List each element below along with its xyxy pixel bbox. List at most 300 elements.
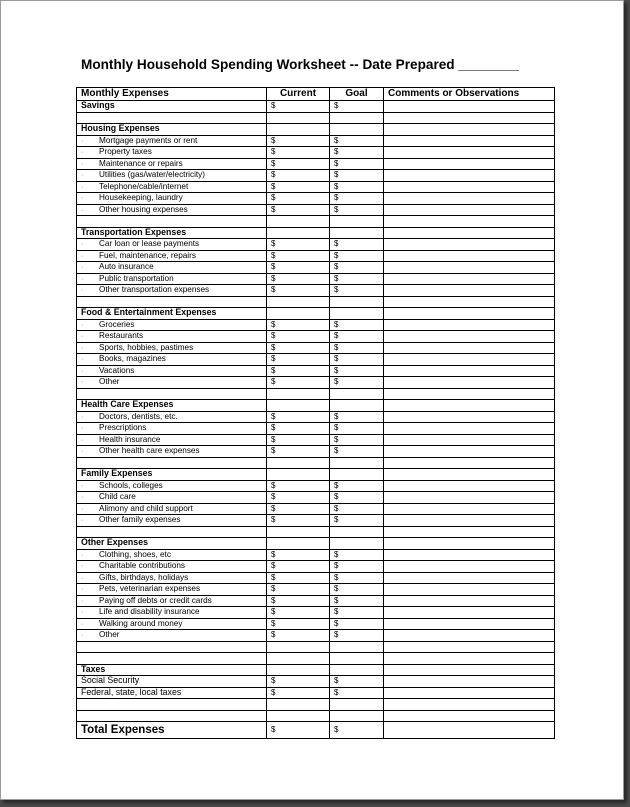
- comments-cell[interactable]: [384, 503, 555, 515]
- blank-cell[interactable]: [330, 308, 384, 320]
- line-item-text: Charitable contributions: [99, 561, 186, 570]
- line-item-text: Gifts, birthdays, holidays: [99, 572, 189, 582]
- current-amount-cell[interactable]: [267, 181, 330, 193]
- currency-symbol: $: [334, 250, 339, 260]
- current-amount-cell[interactable]: [267, 676, 330, 688]
- line-item-text: Schools, colleges: [99, 480, 163, 490]
- blank-row: [77, 296, 555, 308]
- line-item-row: [77, 561, 555, 573]
- line-item-text: Utilities (gas/water/electricity): [99, 170, 206, 179]
- currency-symbol: $: [271, 549, 276, 559]
- currency-symbol: $: [271, 423, 276, 432]
- comments-cell[interactable]: [384, 101, 555, 113]
- goal-amount-cell[interactable]: [330, 595, 384, 607]
- line-item-text: Doctors, dentists, etc.: [99, 411, 178, 421]
- blank-cell[interactable]: [267, 457, 330, 469]
- blank-cell[interactable]: [384, 124, 555, 136]
- line-item-label: [77, 561, 267, 573]
- comments-cell[interactable]: [384, 204, 555, 216]
- line-item-row: [77, 446, 555, 458]
- goal-amount-cell[interactable]: [330, 285, 384, 297]
- comments-cell[interactable]: [384, 584, 555, 596]
- bullet-icon: ·: [81, 149, 84, 156]
- goal-amount-cell[interactable]: [330, 503, 384, 515]
- blank-cell[interactable]: [384, 400, 555, 412]
- blank-row: [77, 699, 555, 711]
- currency-symbol: $: [334, 193, 339, 202]
- line-item-text: Life and disability insurance: [99, 607, 200, 616]
- current-amount-cell[interactable]: [267, 492, 330, 504]
- current-amount-cell[interactable]: [267, 561, 330, 573]
- blank-cell[interactable]: [267, 664, 330, 676]
- line-item-row: [77, 584, 555, 596]
- blank-cell[interactable]: [384, 296, 555, 308]
- line-item-row: [77, 480, 555, 492]
- comments-cell[interactable]: [384, 687, 555, 699]
- comments-cell[interactable]: [384, 434, 555, 446]
- current-amount-cell[interactable]: [267, 239, 330, 251]
- comments-cell[interactable]: [384, 411, 555, 423]
- currency-symbol: $: [334, 725, 339, 734]
- current-amount-cell[interactable]: [267, 262, 330, 274]
- section-title: Family Expenses: [77, 469, 267, 481]
- comments-cell[interactable]: [384, 630, 555, 642]
- blank-row: [77, 457, 555, 469]
- goal-amount-cell[interactable]: [330, 607, 384, 619]
- goal-amount-cell[interactable]: [330, 170, 384, 182]
- bullet-icon: ·: [81, 609, 84, 616]
- blank-cell[interactable]: [384, 388, 555, 400]
- line-item-text: Other: [99, 630, 120, 639]
- current-amount-cell[interactable]: [267, 584, 330, 596]
- goal-amount-cell[interactable]: [330, 354, 384, 366]
- line-item-row: [77, 193, 555, 205]
- blank-cell[interactable]: [384, 112, 555, 124]
- current-amount-cell[interactable]: [267, 101, 330, 113]
- blank-cell[interactable]: [77, 641, 267, 653]
- blank-cell[interactable]: [384, 641, 555, 653]
- goal-amount-cell[interactable]: [330, 446, 384, 458]
- line-item-row: [77, 262, 555, 274]
- blank-cell[interactable]: [267, 526, 330, 538]
- blank-cell[interactable]: [267, 641, 330, 653]
- currency-symbol: $: [271, 331, 276, 340]
- blank-cell[interactable]: [330, 124, 384, 136]
- blank-cell[interactable]: [267, 653, 330, 665]
- goal-amount-cell[interactable]: [330, 549, 384, 561]
- line-item-label: [77, 618, 267, 630]
- blank-cell[interactable]: [384, 526, 555, 538]
- blank-cell[interactable]: [77, 710, 267, 722]
- comments-cell[interactable]: [384, 492, 555, 504]
- blank-cell[interactable]: [330, 664, 384, 676]
- blank-cell[interactable]: [267, 112, 330, 124]
- comments-cell[interactable]: [384, 480, 555, 492]
- blank-cell[interactable]: [384, 216, 555, 228]
- spending-table: [76, 87, 555, 739]
- line-item-row: [77, 434, 555, 446]
- blank-cell[interactable]: [267, 124, 330, 136]
- current-amount-cell[interactable]: [267, 515, 330, 527]
- header-goal: Goal: [330, 88, 384, 101]
- currency-symbol: $: [271, 181, 276, 191]
- currency-symbol: $: [334, 561, 339, 570]
- current-amount-cell[interactable]: [267, 480, 330, 492]
- goal-amount-cell[interactable]: [330, 377, 384, 389]
- currency-symbol: $: [334, 549, 339, 559]
- goal-amount-cell[interactable]: [330, 135, 384, 147]
- comments-cell[interactable]: [384, 262, 555, 274]
- comments-cell[interactable]: [384, 147, 555, 159]
- line-item-text: Paying off debts or credit cards: [99, 595, 212, 605]
- currency-symbol: $: [334, 618, 339, 628]
- currency-symbol: $: [334, 365, 339, 375]
- goal-amount-cell[interactable]: [330, 676, 384, 688]
- blank-cell[interactable]: [267, 216, 330, 228]
- currency-symbol: $: [271, 687, 276, 697]
- goal-amount-cell[interactable]: [330, 480, 384, 492]
- comments-cell[interactable]: [384, 158, 555, 170]
- current-amount-cell[interactable]: [267, 285, 330, 297]
- line-item-label: [77, 411, 267, 423]
- line-item-text: Telephone/cable/internet: [99, 181, 189, 191]
- blank-cell[interactable]: [267, 710, 330, 722]
- comments-cell[interactable]: [384, 193, 555, 205]
- currency-symbol: $: [271, 147, 276, 156]
- comments-cell[interactable]: [384, 354, 555, 366]
- currency-symbol: $: [334, 170, 339, 179]
- current-amount-cell[interactable]: [267, 446, 330, 458]
- goal-amount-cell[interactable]: [330, 411, 384, 423]
- current-amount-cell[interactable]: [267, 193, 330, 205]
- line-item-row: [77, 676, 555, 688]
- line-item-label: [77, 423, 267, 435]
- line-item-row: [77, 572, 555, 584]
- blank-cell[interactable]: [77, 526, 267, 538]
- bullet-icon: ·: [81, 597, 84, 605]
- blank-cell[interactable]: [330, 227, 384, 239]
- current-amount-cell[interactable]: [267, 607, 330, 619]
- blank-cell[interactable]: [330, 457, 384, 469]
- goal-amount-cell[interactable]: [330, 193, 384, 205]
- currency-symbol: $: [271, 411, 276, 421]
- comments-cell[interactable]: [384, 572, 555, 584]
- goal-amount-cell[interactable]: [330, 561, 384, 573]
- line-item-text: Health insurance: [99, 434, 161, 444]
- comments-cell[interactable]: [384, 377, 555, 389]
- bullet-icon: ·: [81, 586, 84, 593]
- current-amount-cell[interactable]: [267, 319, 330, 331]
- line-item-label: [77, 434, 267, 446]
- goal-amount-cell[interactable]: [330, 250, 384, 262]
- blank-cell[interactable]: [267, 227, 330, 239]
- currency-symbol: $: [334, 607, 339, 616]
- currency-symbol: $: [271, 101, 276, 110]
- page-title: Monthly Household Spending Worksheet -- Date Prepared ________: [81, 57, 519, 72]
- bullet-icon: ·: [81, 574, 84, 582]
- bullet-icon: ·: [81, 160, 84, 168]
- blank-cell[interactable]: [330, 112, 384, 124]
- bullet-icon: ·: [81, 252, 84, 260]
- blank-cell[interactable]: [267, 538, 330, 550]
- currency-symbol: $: [271, 595, 276, 605]
- blank-cell[interactable]: [384, 227, 555, 239]
- currency-symbol: $: [271, 561, 276, 570]
- blank-cell[interactable]: [267, 388, 330, 400]
- blank-cell[interactable]: [267, 400, 330, 412]
- line-item-label: [77, 492, 267, 504]
- section-header-row: [77, 538, 555, 550]
- comments-cell[interactable]: [384, 561, 555, 573]
- goal-amount-cell[interactable]: [330, 365, 384, 377]
- goal-amount-cell[interactable]: [330, 158, 384, 170]
- current-amount-cell[interactable]: [267, 147, 330, 159]
- blank-row: [77, 641, 555, 653]
- comments-cell[interactable]: [384, 135, 555, 147]
- current-amount-cell[interactable]: [267, 170, 330, 182]
- current-amount-cell[interactable]: [267, 572, 330, 584]
- currency-symbol: $: [334, 204, 339, 214]
- blank-cell[interactable]: [330, 388, 384, 400]
- currency-symbol: $: [271, 365, 276, 375]
- currency-symbol: $: [334, 630, 339, 639]
- line-item-row: [77, 549, 555, 561]
- blank-cell[interactable]: [330, 400, 384, 412]
- current-amount-cell[interactable]: [267, 135, 330, 147]
- blank-cell[interactable]: [77, 216, 267, 228]
- current-amount-cell[interactable]: [267, 158, 330, 170]
- blank-cell[interactable]: [267, 296, 330, 308]
- blank-cell[interactable]: [267, 699, 330, 711]
- line-item-row: [77, 630, 555, 642]
- blank-cell[interactable]: [267, 469, 330, 481]
- current-amount-cell[interactable]: [267, 411, 330, 423]
- blank-cell[interactable]: [384, 664, 555, 676]
- line-item-row: [77, 250, 555, 262]
- bullet-icon: ·: [81, 505, 84, 513]
- line-item-text: Vacations: [99, 365, 135, 375]
- current-amount-cell[interactable]: [267, 423, 330, 435]
- comments-cell[interactable]: [384, 423, 555, 435]
- goal-amount-cell[interactable]: [330, 584, 384, 596]
- blank-row: [77, 710, 555, 722]
- blank-cell[interactable]: [330, 538, 384, 550]
- line-item-label: [77, 584, 267, 596]
- current-amount-cell[interactable]: [267, 331, 330, 343]
- comments-cell[interactable]: [384, 285, 555, 297]
- currency-symbol: $: [271, 630, 276, 639]
- currency-symbol: $: [271, 515, 276, 524]
- table-body: [77, 101, 555, 739]
- goal-amount-cell[interactable]: [330, 630, 384, 642]
- line-item-text: Public transportation: [99, 273, 174, 283]
- bullet-icon: ·: [81, 494, 84, 501]
- blank-cell[interactable]: [330, 296, 384, 308]
- header-monthly-expenses: Monthly Expenses: [77, 88, 267, 101]
- header-comments: Comments or Observations: [384, 88, 555, 101]
- comments-cell[interactable]: [384, 342, 555, 354]
- line-item-text: Other: [99, 377, 120, 386]
- comments-cell[interactable]: [384, 515, 555, 527]
- currency-symbol: $: [271, 572, 276, 582]
- comments-cell[interactable]: [384, 676, 555, 688]
- current-amount-cell[interactable]: [267, 434, 330, 446]
- goal-amount-cell[interactable]: [330, 687, 384, 699]
- blank-cell[interactable]: [77, 653, 267, 665]
- blank-cell[interactable]: [77, 112, 267, 124]
- blank-cell[interactable]: [330, 699, 384, 711]
- bullet-icon: ·: [81, 517, 84, 524]
- goal-amount-cell[interactable]: [330, 434, 384, 446]
- blank-cell[interactable]: [267, 308, 330, 320]
- goal-amount-cell[interactable]: [330, 515, 384, 527]
- current-amount-cell[interactable]: [267, 204, 330, 216]
- goal-amount-cell[interactable]: [330, 101, 384, 113]
- line-item-label: [77, 147, 267, 159]
- line-item-text: Other transportation expenses: [99, 285, 210, 294]
- section-header-row: [77, 400, 555, 412]
- line-item-row: [77, 342, 555, 354]
- goal-amount-cell[interactable]: [330, 239, 384, 251]
- blank-cell[interactable]: [77, 388, 267, 400]
- current-amount-cell[interactable]: [267, 549, 330, 561]
- comments-cell[interactable]: [384, 618, 555, 630]
- current-amount-cell[interactable]: [267, 365, 330, 377]
- blank-cell[interactable]: [384, 308, 555, 320]
- currency-symbol: $: [271, 676, 276, 685]
- current-amount-cell[interactable]: [267, 595, 330, 607]
- currency-symbol: $: [334, 135, 339, 145]
- current-amount-cell[interactable]: [267, 503, 330, 515]
- blank-cell[interactable]: [330, 710, 384, 722]
- line-item-text: Clothing, shoes, etc: [99, 549, 171, 559]
- blank-cell[interactable]: [330, 526, 384, 538]
- currency-symbol: $: [334, 595, 339, 605]
- blank-cell[interactable]: [384, 653, 555, 665]
- blank-cell[interactable]: [330, 469, 384, 481]
- currency-symbol: $: [271, 492, 276, 501]
- goal-amount-cell[interactable]: [330, 204, 384, 216]
- current-amount-cell[interactable]: [267, 630, 330, 642]
- goal-amount-cell[interactable]: [330, 423, 384, 435]
- goal-amount-cell[interactable]: [330, 342, 384, 354]
- currency-symbol: $: [334, 434, 339, 444]
- currency-symbol: $: [271, 480, 276, 490]
- blank-row: [77, 653, 555, 665]
- currency-symbol: $: [271, 607, 276, 616]
- line-item-row: [77, 170, 555, 182]
- current-amount-cell[interactable]: [267, 687, 330, 699]
- comments-cell[interactable]: [384, 549, 555, 561]
- blank-cell[interactable]: [384, 469, 555, 481]
- bullet-icon: ·: [81, 275, 84, 283]
- comments-cell[interactable]: [384, 273, 555, 285]
- goal-amount-cell[interactable]: [330, 273, 384, 285]
- goal-amount-cell[interactable]: [330, 572, 384, 584]
- currency-symbol: $: [271, 319, 276, 329]
- blank-cell[interactable]: [330, 216, 384, 228]
- bullet-icon: ·: [81, 321, 84, 329]
- line-item-text: Other family expenses: [99, 515, 181, 524]
- blank-cell[interactable]: [330, 641, 384, 653]
- goal-amount-cell[interactable]: [330, 181, 384, 193]
- goal-amount-cell[interactable]: [330, 618, 384, 630]
- bullet-icon: ·: [81, 632, 84, 639]
- goal-total-cell[interactable]: [330, 722, 384, 739]
- currency-symbol: $: [271, 354, 276, 363]
- line-item-row: [77, 607, 555, 619]
- current-total-cell[interactable]: [267, 722, 330, 739]
- bullet-icon: ·: [81, 367, 84, 375]
- currency-symbol: $: [334, 262, 339, 271]
- bullet-icon: ·: [81, 241, 84, 248]
- comments-cell[interactable]: [384, 365, 555, 377]
- currency-symbol: $: [334, 331, 339, 340]
- comments-cell[interactable]: [384, 239, 555, 251]
- line-item-label: [77, 503, 267, 515]
- current-amount-cell[interactable]: [267, 250, 330, 262]
- goal-amount-cell[interactable]: [330, 319, 384, 331]
- blank-cell[interactable]: [384, 699, 555, 711]
- current-amount-cell[interactable]: [267, 342, 330, 354]
- comments-cell[interactable]: [384, 607, 555, 619]
- header-current: Current: [267, 88, 330, 101]
- comments-cell[interactable]: [384, 319, 555, 331]
- current-amount-cell[interactable]: [267, 377, 330, 389]
- line-item-row: [77, 365, 555, 377]
- bullet-icon: ·: [81, 264, 84, 271]
- blank-cell[interactable]: [77, 699, 267, 711]
- goal-amount-cell[interactable]: [330, 492, 384, 504]
- blank-cell[interactable]: [384, 457, 555, 469]
- section-title: Transportation Expenses: [77, 227, 267, 239]
- current-amount-cell[interactable]: [267, 354, 330, 366]
- currency-symbol: $: [334, 676, 339, 685]
- currency-symbol: $: [334, 101, 339, 110]
- blank-cell[interactable]: [77, 296, 267, 308]
- currency-symbol: $: [271, 193, 276, 202]
- line-item-text: Restaurants: [99, 331, 144, 340]
- currency-symbol: $: [334, 584, 339, 593]
- comments-cell[interactable]: [384, 722, 555, 739]
- goal-amount-cell[interactable]: [330, 147, 384, 159]
- goal-amount-cell[interactable]: [330, 262, 384, 274]
- line-item-label: [77, 515, 267, 527]
- comments-cell[interactable]: [384, 331, 555, 343]
- blank-cell[interactable]: [384, 710, 555, 722]
- currency-symbol: $: [334, 239, 339, 248]
- currency-symbol: $: [334, 158, 339, 168]
- comments-cell[interactable]: [384, 170, 555, 182]
- currency-symbol: $: [271, 273, 276, 283]
- line-item-row: [77, 181, 555, 193]
- blank-cell[interactable]: [330, 653, 384, 665]
- goal-amount-cell[interactable]: [330, 331, 384, 343]
- line-item-text: Child care: [99, 492, 136, 501]
- current-amount-cell[interactable]: [267, 618, 330, 630]
- bullet-icon: ·: [81, 482, 84, 490]
- bullet-icon: ·: [81, 425, 84, 432]
- comments-cell[interactable]: [384, 446, 555, 458]
- comments-cell[interactable]: [384, 181, 555, 193]
- current-amount-cell[interactable]: [267, 273, 330, 285]
- line-item-label: [77, 446, 267, 458]
- comments-cell[interactable]: [384, 595, 555, 607]
- comments-cell[interactable]: [384, 250, 555, 262]
- blank-cell[interactable]: [77, 457, 267, 469]
- currency-symbol: $: [334, 354, 339, 363]
- blank-cell[interactable]: [384, 538, 555, 550]
